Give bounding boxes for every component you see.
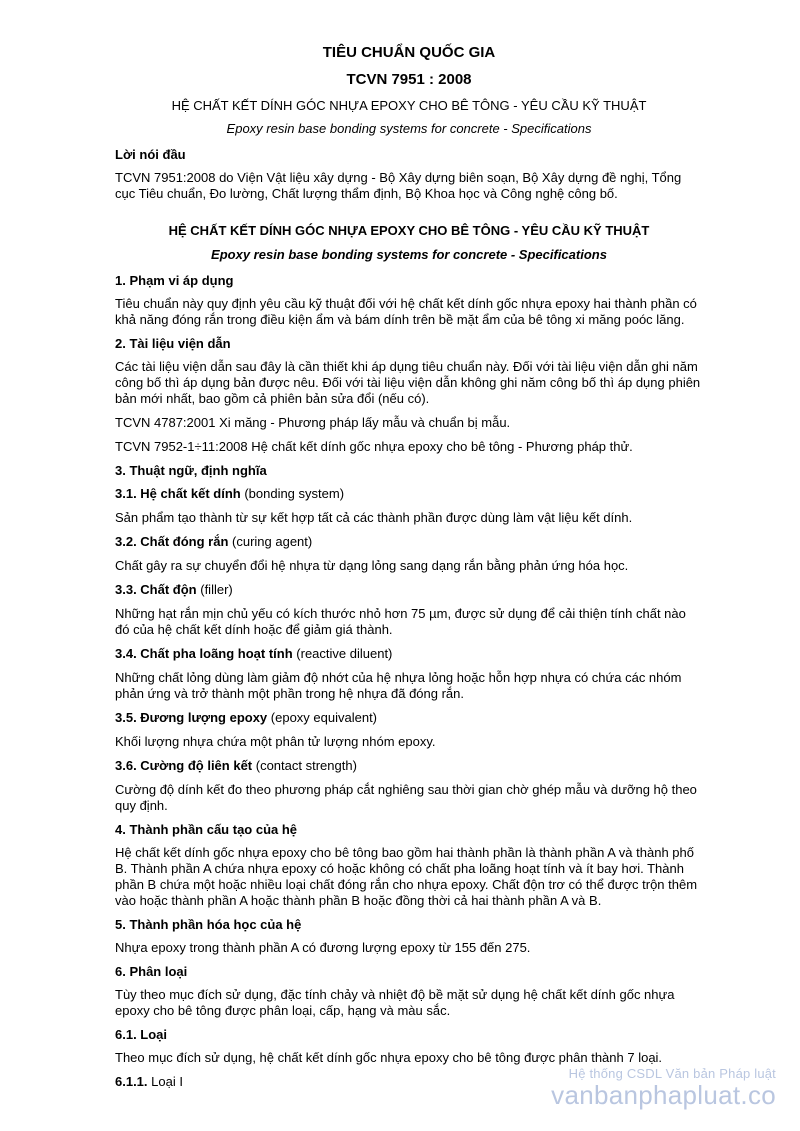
body-title: HỆ CHẤT KẾT DÍNH GÓC NHỰA EPOXY CHO BÊ TÔNG - YÊU CẦU KỸ THUẬT (168, 223, 650, 238)
section-6-heading: 6. Phân loại (115, 964, 188, 979)
watermark (551, 1066, 776, 1109)
term-english: (contact strength) (252, 758, 357, 773)
reference-1: TCVN 4787:2001 Xi măng - Phương pháp lấy mẫu và chuẩn bị mẫu. (115, 415, 511, 430)
term-english: (filler) (196, 582, 233, 597)
vietnamese-title: HỆ CHẤT KẾT DÍNH GÓC NHỰA EPOXY CHO BÊ TÔNG - YÊU CẦU KỸ THUẬT (171, 98, 647, 113)
term-name: 3.3. Chất độn (115, 582, 197, 597)
term-heading (115, 486, 703, 502)
section-6-text: Tùy theo mục đích sử dụng, đặc tính chảy và nhiệt độ bề mặt sử dụng hệ chất kết dính gốc nhựa epoxy cho bê tông được phân loại, cấp, hạng và màu sắc. (115, 987, 675, 1018)
section-1-text: Tiêu chuẩn này quy định yêu cầu kỹ thuật đối với hệ chất kết dính gốc nhựa epoxy hai thành phần có khả năng đóng rắn trong điều kiện ẩm và bám dính trên bề mặt ẩm của bê tông xi măng poóc lăng. (115, 296, 697, 327)
body-subtitle: Epoxy resin base bonding systems for concrete - Specifications (211, 247, 607, 262)
term-english: (bonding system) (240, 486, 345, 501)
term-definition: Chất gây ra sự chuyển đổi hệ nhựa từ dạng lỏng sang dạng rắn bằng phản ứng hóa học. (115, 558, 629, 573)
section-5-heading: 5. Thành phần hóa học của hệ (115, 917, 302, 932)
section-2-text: Các tài liệu viện dẫn sau đây là cần thiết khi áp dụng tiêu chuẩn này. Đối với tài liệu viện dẫn ghi năm công bố thì áp dụng bản được nêu. Đối với tài liệu viện dẫn không ghi năm công bố thì áp dụng phiên bản mới nhất, bao gồm cả phiên bản sửa đổi (nếu có). (115, 359, 701, 406)
term-name: 3.1. Hệ chất kết dính (115, 486, 241, 501)
reference-2: TCVN 7952-1÷11:2008 Hệ chất kết dính gốc nhựa epoxy cho bê tông - Phương pháp thử. (115, 439, 633, 454)
term-name: 3.6. Cường độ liên kết (115, 758, 253, 773)
term-heading (115, 710, 703, 726)
term-definition: Khối lượng nhựa chứa một phân tử lượng nhóm epoxy. (115, 734, 436, 749)
section-6-1-1-label: Loại I (147, 1074, 183, 1089)
section-6-1-text: Theo mục đích sử dụng, hệ chất kết dính gốc nhựa epoxy cho bê tông được phân thành 7 loại. (115, 1050, 663, 1065)
section-6-1-heading: 6.1. Loại (115, 1027, 168, 1042)
term-heading (115, 534, 703, 550)
term-name: 3.2. Chất đóng rắn (115, 534, 229, 549)
document-page (115, 44, 703, 1098)
foreword-heading: Lời nói đầu (115, 147, 186, 162)
standard-code: TCVN 7951 : 2008 (346, 71, 472, 88)
section-1-heading: 1. Phạm vi áp dụng (115, 273, 234, 288)
term-heading (115, 758, 703, 774)
term-english: (reactive diluent) (292, 646, 393, 661)
term-definition: Sản phẩm tạo thành từ sự kết hợp tất cả các thành phần được dùng làm vật liệu kết dính. (115, 510, 633, 525)
english-title: Epoxy resin base bonding systems for concrete - Specifications (226, 121, 592, 136)
section-3-heading: 3. Thuật ngữ, định nghĩa (115, 463, 267, 478)
term-name: 3.5. Đương lượng epoxy (115, 710, 268, 725)
watermark-site: vanbanphapluat.co (551, 1080, 776, 1110)
term-definition: Cường độ dính kết đo theo phương pháp cắt nghiêng sau thời gian chờ ghép mẫu và dưỡng hộ theo quy định. (115, 782, 697, 813)
watermark-caption: Hệ thống CSDL Văn bản Pháp luật (568, 1066, 776, 1081)
section-4-heading: 4. Thành phần cấu tạo của hệ (115, 822, 298, 837)
section-6-1-1-number: 6.1.1. (115, 1074, 148, 1089)
term-heading (115, 646, 703, 662)
foreword-text: TCVN 7951:2008 do Viện Vật liệu xây dựng - Bộ Xây dựng biên soạn, Bộ Xây dựng đề nghị, Tổng cục Tiêu chuẩn, Đo lường, Chất lượng thẩm định, Bộ Khoa học và Công nghệ công bố. (115, 170, 682, 201)
document-title: TIÊU CHUẨN QUỐC GIA (322, 44, 496, 61)
section-4-text: Hệ chất kết dính gốc nhựa epoxy cho bê tông bao gồm hai thành phần là thành phần A và thành phố B. Thành phần A chứa nhựa epoxy có hoặc không có chất pha loãng hoạt tính và ít bay hơi. Thành phần B chứa một hoặc nhiều loại chất đóng rắn cho nhựa epoxy. Chất độn trơ có thể được trộn thêm vào hoặc thành phần A hoặc thành phần B hoặc đồng thời cả hai thành phần A và B. (115, 845, 698, 908)
term-definition: Những chất lỏng dùng làm giảm độ nhớt của hệ nhựa lỏng hoặc hỗn hợp nhựa có chứa các nhóm phản ứng và trở thành một phần trong hệ nhựa đã đóng rắn. (115, 670, 682, 701)
term-name: 3.4. Chất pha loãng hoạt tính (115, 646, 293, 661)
term-definition: Những hạt rắn mịn chủ yếu có kích thước nhỏ hơn 75 µm, được sử dụng để cải thiện tính chất nào đó của hệ chất kết dính hoặc để giảm giá thành. (115, 606, 686, 637)
term-english: (curing agent) (228, 534, 313, 549)
term-english: (epoxy equivalent) (267, 710, 378, 725)
section-5-text: Nhựa epoxy trong thành phần A có đương lượng epoxy từ 155 đến 275. (115, 940, 531, 955)
section-2-heading: 2. Tài liệu viện dẫn (115, 336, 231, 351)
term-heading (115, 582, 703, 598)
